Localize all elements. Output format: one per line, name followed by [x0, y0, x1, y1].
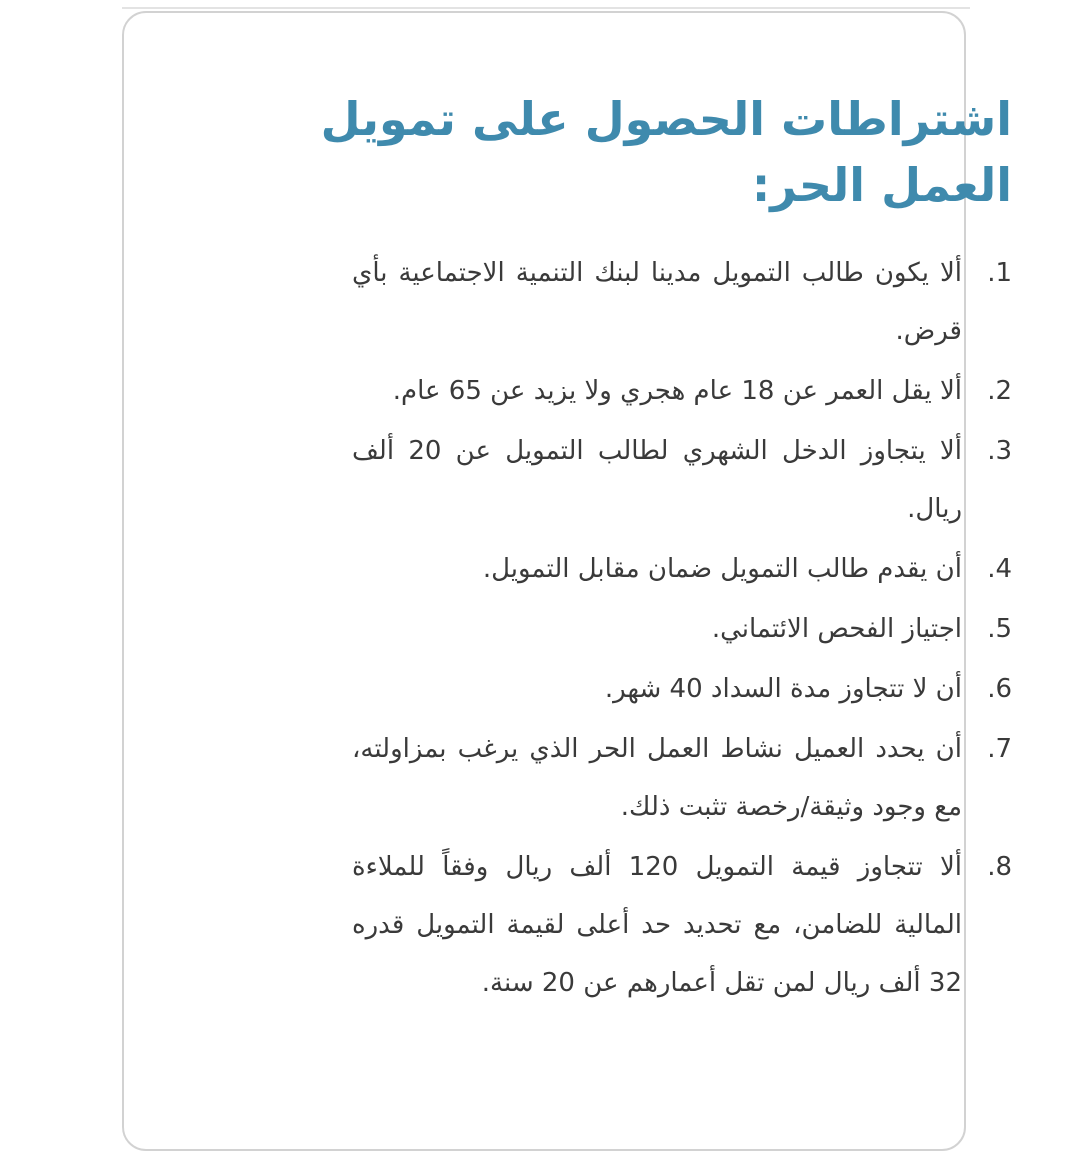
item-text: ألا يكون طالب التمويل مدينا لبنك التنمية الاجتماعية بأي قرض. — [352, 258, 962, 346]
page-title: اشتراطات الحصول على تمويل العمل الحر: — [320, 92, 1012, 212]
item-text: أن يقدم طالب التمويل ضمان مقابل التمويل. — [482, 554, 962, 584]
item-number: 8. — [987, 852, 1012, 882]
item-text: ألا يقل العمر عن 18 عام هجري ولا يزيد عن 65 عام. — [392, 376, 962, 406]
item-number: 3. — [987, 436, 1012, 466]
item-text: ألا يتجاوز الدخل الشهري لطالب التمويل عن 20 ألف ريال. — [352, 436, 962, 524]
list-item — [352, 540, 1012, 598]
item-number: 4. — [987, 554, 1012, 584]
item-number: 1. — [987, 258, 1012, 288]
item-text: أن لا تتجاوز مدة السداد 40 شهر. — [604, 674, 962, 704]
top-divider — [122, 7, 970, 9]
list-item — [352, 362, 1012, 420]
list-item — [352, 600, 1012, 658]
list-item — [352, 422, 1012, 538]
item-text: اجتياز الفحص الائتماني. — [711, 614, 962, 644]
list-item — [352, 660, 1012, 718]
item-text: ألا تتجاوز قيمة التمويل 120 ألف ريال وفقاً للملاءة المالية للضامن، مع تحديد حد أعلى لقيمة التمويل قدره 32 ألف ريال لمن تقل أعمارهم عن 20 سنة. — [352, 852, 963, 998]
item-number: 2. — [987, 376, 1012, 406]
list-item — [352, 244, 1012, 360]
list-item — [352, 720, 1012, 836]
list-item — [352, 838, 1012, 1012]
item-number: 7. — [987, 734, 1012, 764]
item-text: أن يحدد العميل نشاط العمل الحر الذي يرغب بمزاولته، مع وجود وثيقة/رخصة تثبت ذلك. — [352, 734, 962, 822]
item-number: 5. — [987, 614, 1012, 644]
conditions-list — [352, 244, 1012, 1014]
item-number: 6. — [987, 674, 1012, 704]
